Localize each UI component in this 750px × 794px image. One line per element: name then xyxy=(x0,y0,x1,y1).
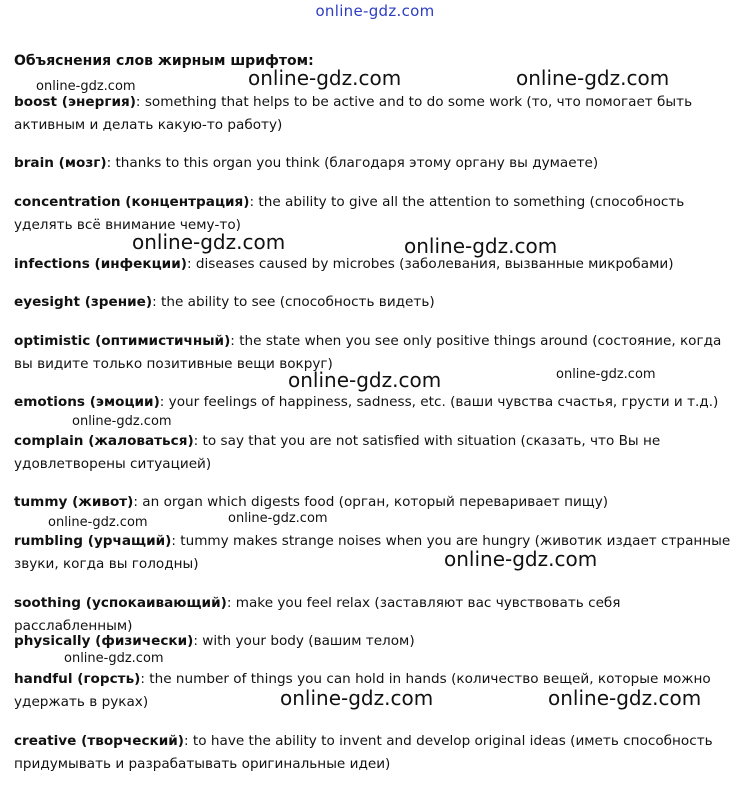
entry-definition: : tummy makes strange noises when you are hungry (животик издает странные звуки, когда вы голодны) xyxy=(14,533,731,572)
page-title: Объяснения слов жирным шрифтом: xyxy=(14,53,314,69)
entry-emotions xyxy=(14,391,734,414)
watermark: online-gdz.com xyxy=(36,79,136,94)
entry-definition: : an organ which digests food (орган, который переваривает пищу) xyxy=(133,494,609,510)
entry-eyesight xyxy=(14,291,734,314)
watermark: online-gdz.com xyxy=(64,651,164,666)
entry-term: infections (инфекции) xyxy=(14,256,187,272)
entry-term: rumbling (урчащий) xyxy=(14,533,172,549)
entry-definition: : make you feel relax (заставляют вас чувствовать себя расслабленным) xyxy=(14,595,621,634)
entry-definition: : thanks to this organ you think (благодаря этому органу вы думаете) xyxy=(106,155,599,171)
entry-term: optimistic (оптимистичный) xyxy=(14,333,231,349)
watermark: online-gdz.com xyxy=(132,230,286,254)
entry-brain xyxy=(14,152,734,175)
entry-complain xyxy=(14,430,734,476)
entry-definition: : to have the ability to invent and develop original ideas (иметь способность придумывать и разрабатывать оригинальные идеи) xyxy=(14,733,713,772)
entry-definition: : the number of things you can hold in hands (количество вещей, которые можно удержать в руках) xyxy=(14,671,711,710)
entry-creative xyxy=(14,730,734,776)
entry-definition: : the ability to see (способность видеть) xyxy=(152,294,435,310)
watermark: online-gdz.com xyxy=(72,414,172,429)
watermark: online-gdz.com xyxy=(48,515,148,530)
entry-term: soothing (успокаивающий) xyxy=(14,595,227,611)
watermark: online-gdz.com xyxy=(556,367,656,382)
entry-term: complain (жаловаться) xyxy=(14,433,194,449)
entry-term: handful (горсть) xyxy=(14,671,141,687)
entry-term: physically (физически) xyxy=(14,633,194,649)
entry-boost xyxy=(14,91,734,137)
entry-definition: : your feelings of happiness, sadness, etc. (ваши чувства счастья, грусти и т.д.) xyxy=(159,394,719,410)
watermark: online-gdz.com xyxy=(228,511,328,526)
entry-physically xyxy=(14,630,734,653)
entry-term: boost (энергия) xyxy=(14,94,136,110)
entry-infections xyxy=(14,253,734,276)
entry-concentration xyxy=(14,191,734,237)
entry-definition: : the ability to give all the attention to something (способность уделять всё внимание чему-то) xyxy=(14,194,685,233)
entry-term: concentration (концентрация) xyxy=(14,194,250,210)
watermark: online-gdz.com xyxy=(548,686,702,710)
watermark: online-gdz.com xyxy=(288,368,442,392)
header-site-link[interactable]: online-gdz.com xyxy=(315,2,435,20)
entry-term: creative (творческий) xyxy=(14,733,184,749)
entry-definition: : the state when you see only positive things around (состояние, когда вы видите только позитивные вещи вокруг) xyxy=(14,333,722,372)
entry-term: tummy (живот) xyxy=(14,494,134,510)
entry-term: eyesight (зрение) xyxy=(14,294,153,310)
entry-definition: : diseases caused by microbes (заболевания, вызванные микробами) xyxy=(186,256,674,272)
entry-definition: : to say that you are not satisfied with situation (сказать, что Вы не удовлетворены ситуацией) xyxy=(14,433,661,472)
entry-term: emotions (эмоции) xyxy=(14,394,160,410)
entry-rumbling xyxy=(14,530,734,576)
entry-definition: : with your body (вашим телом) xyxy=(193,633,415,649)
watermark: online-gdz.com xyxy=(248,66,402,90)
entry-definition: : something that helps to be active and to do some work (то, что помогает быть активным и делать какую-то работу) xyxy=(14,94,693,133)
watermark: online-gdz.com xyxy=(404,234,558,258)
entry-tummy xyxy=(14,491,734,514)
watermark: online-gdz.com xyxy=(516,66,670,90)
watermark: online-gdz.com xyxy=(444,547,598,571)
watermark: online-gdz.com xyxy=(280,686,434,710)
entry-term: brain (мозг) xyxy=(14,155,107,171)
